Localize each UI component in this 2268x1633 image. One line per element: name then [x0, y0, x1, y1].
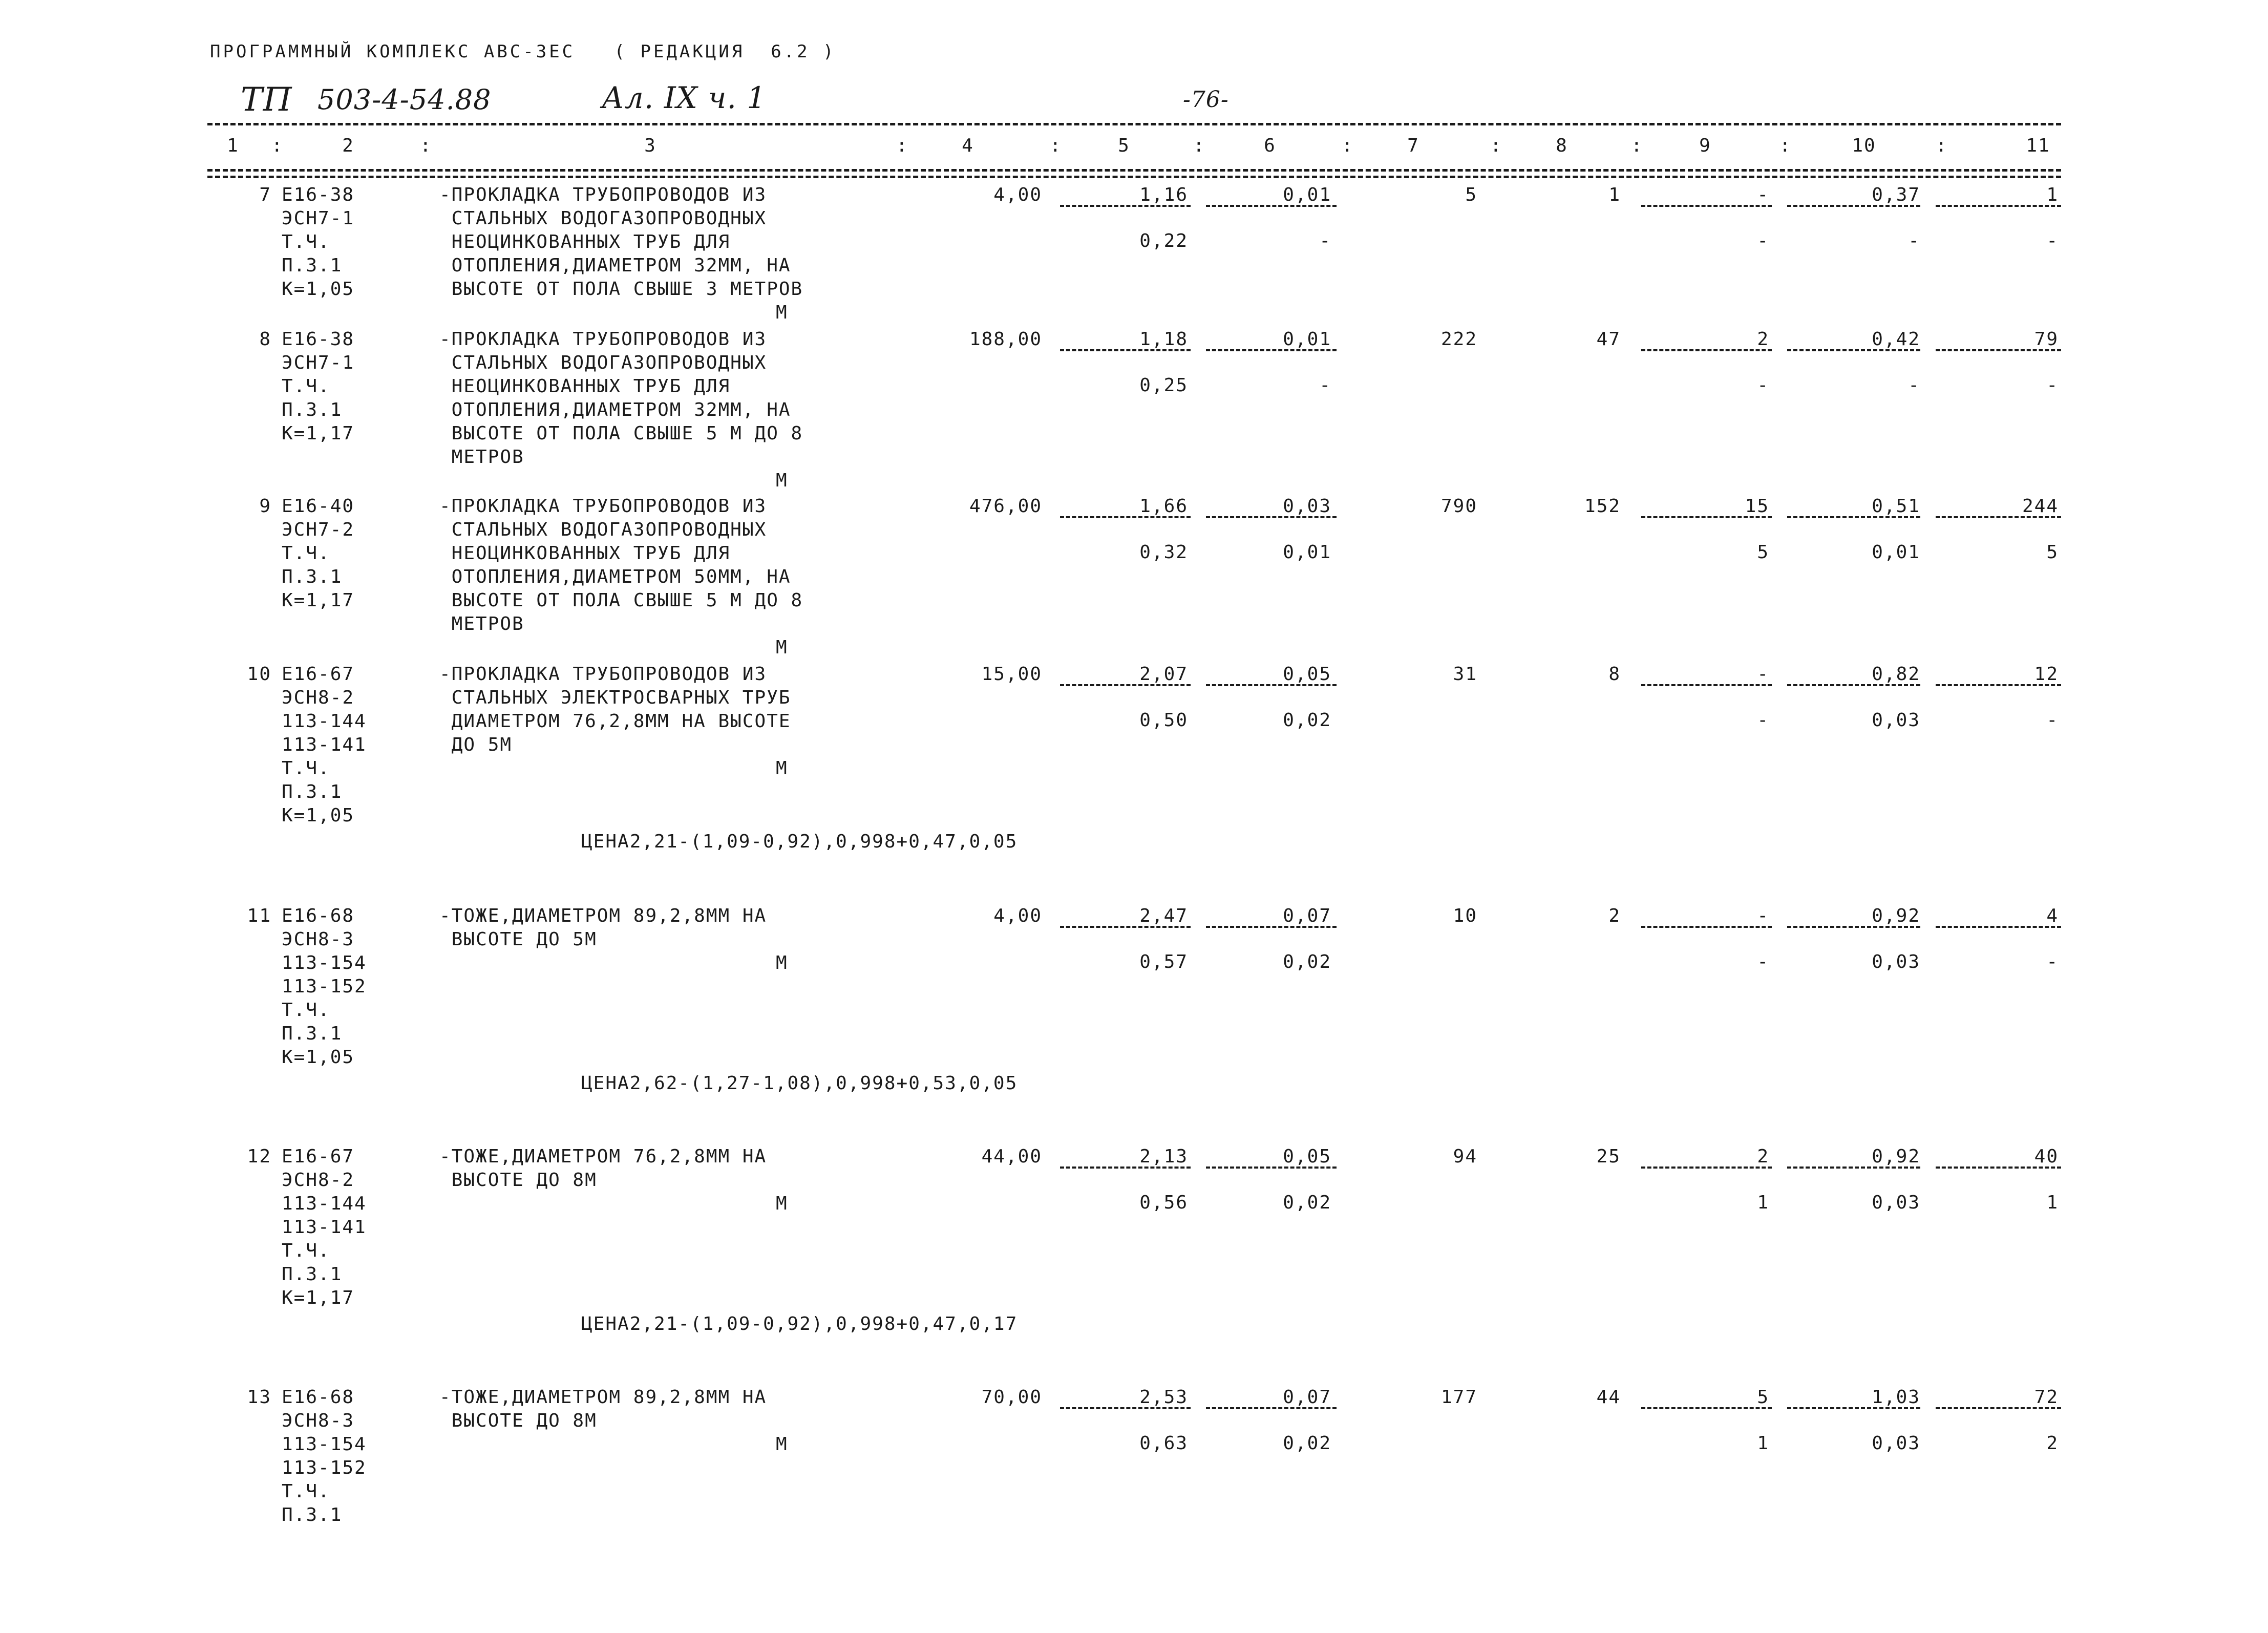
total-cost-value: 94 — [1453, 1146, 1477, 1167]
column-number-3: 3 — [644, 135, 656, 156]
work-description-line: -ПРОКЛАДКА ТРУБОПРОВОДОВ ИЗ — [439, 329, 767, 350]
column-separator: : — [1050, 135, 1062, 156]
labor-machine-value: 0,03 — [1872, 1192, 1920, 1213]
work-description-line: ВЫСОТЕ ОТ ПОЛА СВЫШЕ 3 МЕТРОВ — [439, 279, 803, 300]
unit-of-measure: М — [776, 1434, 788, 1455]
rate-code-line: Т.Ч. — [282, 1000, 330, 1021]
unit-cost-wage-value: 0,56 — [1139, 1192, 1188, 1213]
work-description-line: НЕОЦИНКОВАННЫХ ТРУБ ДЛЯ — [439, 231, 731, 252]
wage-cost-value: 25 — [1596, 1146, 1621, 1167]
rate-code-line: 113-141 — [282, 1217, 367, 1238]
column-separator: : — [1936, 135, 1948, 156]
work-description-line: ВЫСОТЕ ДО 5М — [439, 929, 597, 950]
labor-unit-value: 0,37 — [1872, 184, 1920, 205]
unit-cost-wage-value: 0,57 — [1139, 951, 1188, 972]
machine-cost-value: 0,01 — [1283, 184, 1331, 205]
wage-cost-value: 152 — [1584, 496, 1621, 517]
unit-cost-wage-value: 0,25 — [1139, 375, 1188, 396]
column-number-4: 4 — [962, 135, 974, 156]
row-number: 9 — [259, 496, 271, 517]
work-description-line: НЕОЦИНКОВАННЫХ ТРУБ ДЛЯ — [439, 376, 731, 397]
rate-code-line: Т.Ч. — [282, 376, 330, 397]
labor-unit-value: 0,82 — [1872, 664, 1920, 685]
column-separator: : — [1490, 135, 1502, 156]
program-header: ПРОГРАММНЫЙ КОМПЛЕКС АВС-3ЕС ( РЕДАКЦИЯ 6.2 ) — [210, 41, 836, 62]
value-divider — [1787, 205, 1920, 207]
work-description-line: СТАЛЬНЫХ ВОДОГАЗОПРОВОДНЫХ — [439, 208, 767, 229]
operation-wage-value: 1 — [1757, 1192, 1769, 1213]
labor-machine-value: 0,03 — [1872, 951, 1920, 972]
value-divider — [1641, 205, 1772, 207]
rate-code-line: ЭСН8-2 — [282, 1170, 355, 1191]
unit-cost-value: 2,13 — [1139, 1146, 1188, 1167]
unit-cost-wage-value: 0,63 — [1139, 1433, 1188, 1454]
work-description-line: ВЫСОТЕ ОТ ПОЛА СВЫШЕ 5 М ДО 8 — [439, 590, 803, 611]
machine-cost-value: 0,01 — [1283, 329, 1331, 350]
work-description-line: ОТОПЛЕНИЯ,ДИАМЕТРОМ 32ММ, НА — [439, 399, 791, 420]
labor-machine-total-value: - — [2046, 230, 2059, 251]
work-description-line: -ТОЖЕ,ДИАМЕТРОМ 76,2,8ММ НА — [439, 1146, 767, 1167]
rate-code-line: 113-152 — [282, 976, 367, 997]
labor-unit-value: 0,92 — [1872, 905, 1920, 926]
column-separator: : — [271, 135, 284, 156]
column-separator: : — [1193, 135, 1205, 156]
rate-code-line: ЭСН8-3 — [282, 1410, 355, 1431]
machine-wage-value: 0,02 — [1283, 1433, 1331, 1454]
unit-of-measure: М — [776, 637, 788, 658]
quantity-value: 4,00 — [993, 184, 1042, 205]
doc-code-prefix: ТП — [241, 81, 292, 119]
rate-code-line: ЭСН7-2 — [282, 519, 355, 540]
column-separator: : — [1631, 135, 1643, 156]
value-divider — [1787, 1167, 1920, 1169]
labor-machine-value: - — [1908, 230, 1920, 251]
value-divider — [1787, 349, 1920, 351]
row-number: 13 — [247, 1387, 271, 1408]
rate-code-line: ЭСН7-1 — [282, 352, 355, 373]
rate-code-line: Е16-68 — [282, 1387, 355, 1408]
column-number-11: 11 — [2026, 135, 2050, 156]
unit-of-measure: М — [776, 952, 788, 973]
rate-code-line: К=1,17 — [282, 590, 355, 611]
operation-cost-value: 2 — [1757, 329, 1769, 350]
labor-unit-value: 1,03 — [1872, 1387, 1920, 1408]
value-divider — [1787, 1407, 1920, 1409]
operation-wage-value: - — [1757, 710, 1769, 731]
work-description-line: -ПРОКЛАДКА ТРУБОПРОВОДОВ ИЗ — [439, 496, 767, 517]
rate-code-line: П.3.1 — [282, 1023, 343, 1044]
value-divider — [1060, 1407, 1191, 1409]
labor-machine-value: - — [1908, 375, 1920, 396]
unit-cost-value: 1,16 — [1139, 184, 1188, 205]
row-number: 10 — [247, 664, 271, 685]
value-divider — [1206, 1407, 1337, 1409]
total-cost-value: 31 — [1453, 664, 1477, 685]
value-divider — [1641, 516, 1772, 518]
rate-code-line: 113-141 — [282, 734, 367, 755]
wage-cost-value: 2 — [1608, 905, 1621, 926]
work-description-line: МЕТРОВ — [439, 447, 524, 468]
labor-unit-value: 0,51 — [1872, 496, 1920, 517]
rate-code-line: К=1,05 — [282, 279, 355, 300]
rate-code-line: ЭСН8-3 — [282, 929, 355, 950]
unit-cost-wage-value: 0,50 — [1139, 710, 1188, 731]
machine-cost-value: 0,05 — [1283, 1146, 1331, 1167]
quantity-value: 44,00 — [981, 1146, 1042, 1167]
rate-code-line: 113-152 — [282, 1457, 367, 1478]
unit-cost-value: 2,47 — [1139, 905, 1188, 926]
total-cost-value: 790 — [1440, 496, 1477, 517]
work-description-line: -ТОЖЕ,ДИАМЕТРОМ 89,2,8ММ НА — [439, 1387, 767, 1408]
wage-cost-value: 8 — [1608, 664, 1621, 685]
total-cost-value: 10 — [1453, 905, 1477, 926]
labor-machine-total-value: 2 — [2046, 1433, 2059, 1454]
operation-cost-value: - — [1757, 664, 1769, 685]
column-number-5: 5 — [1118, 135, 1130, 156]
quantity-value: 476,00 — [969, 496, 1042, 517]
operation-wage-value: - — [1757, 230, 1769, 251]
column-number-2: 2 — [342, 135, 354, 156]
labor-machine-total-value: 1 — [2046, 1192, 2059, 1213]
rate-code-line: Т.Ч. — [282, 1481, 330, 1502]
rate-code-line: 113-154 — [282, 1434, 367, 1455]
rate-code-line: ЭСН8-2 — [282, 687, 355, 708]
rate-code-line: Е16-68 — [282, 905, 355, 926]
rate-code-line: К=1,05 — [282, 1047, 355, 1068]
price-formula: ЦЕНА2,21-(1,09-0,92),0,998+0,47,0,05 — [581, 831, 1018, 852]
value-divider — [1936, 684, 2061, 686]
work-description-line: -ТОЖЕ,ДИАМЕТРОМ 89,2,8ММ НА — [439, 905, 767, 926]
labor-total-value: 12 — [2034, 664, 2059, 685]
value-divider — [1641, 926, 1772, 928]
header-divider — [207, 169, 2061, 172]
machine-cost-value: 0,03 — [1283, 496, 1331, 517]
unit-cost-value: 1,66 — [1139, 496, 1188, 517]
operation-cost-value: - — [1757, 184, 1769, 205]
labor-machine-value: 0,03 — [1872, 1433, 1920, 1454]
labor-unit-value: 0,92 — [1872, 1146, 1920, 1167]
unit-of-measure: М — [776, 758, 788, 779]
value-divider — [1787, 684, 1920, 686]
total-cost-value: 177 — [1440, 1387, 1477, 1408]
rate-code-line: 113-154 — [282, 952, 367, 973]
quantity-value: 70,00 — [981, 1387, 1042, 1408]
work-description-line: ДИАМЕТРОМ 76,2,8ММ НА ВЫСОТЕ — [439, 711, 791, 732]
value-divider — [1206, 516, 1337, 518]
value-divider — [1936, 349, 2061, 351]
value-divider — [1206, 205, 1337, 207]
work-description-line: ВЫСОТЕ ДО 8М — [439, 1170, 597, 1191]
rate-code-line: 113-144 — [282, 711, 367, 732]
machine-cost-value: 0,05 — [1283, 664, 1331, 685]
work-description-line: НЕОЦИНКОВАННЫХ ТРУБ ДЛЯ — [439, 543, 731, 564]
column-number-6: 6 — [1264, 135, 1276, 156]
rate-code-line: Е16-38 — [282, 329, 355, 350]
column-separator: : — [1342, 135, 1354, 156]
value-divider — [1060, 516, 1191, 518]
value-divider — [1641, 684, 1772, 686]
rate-code-line: Е16-40 — [282, 496, 355, 517]
rate-code-line: П.3.1 — [282, 1504, 343, 1525]
rate-code-line: ЭСН7-1 — [282, 208, 355, 229]
operation-wage-value: - — [1757, 375, 1769, 396]
labor-total-value: 1 — [2046, 184, 2059, 205]
labor-machine-total-value: 5 — [2046, 542, 2059, 563]
machine-wage-value: 0,02 — [1283, 951, 1331, 972]
value-divider — [1936, 205, 2061, 207]
work-description-line: ДО 5М — [439, 734, 513, 755]
wage-cost-value: 47 — [1596, 329, 1621, 350]
row-number: 11 — [247, 905, 271, 926]
doc-code: 503-4-54.88 — [317, 83, 492, 116]
rate-code-line: П.3.1 — [282, 399, 343, 420]
labor-machine-value: 0,01 — [1872, 542, 1920, 563]
machine-cost-value: 0,07 — [1283, 1387, 1331, 1408]
machine-wage-value: - — [1319, 375, 1331, 396]
value-divider — [1787, 926, 1920, 928]
rate-code-line: Т.Ч. — [282, 231, 330, 252]
total-cost-value: 222 — [1440, 329, 1477, 350]
operation-wage-value: 5 — [1757, 542, 1769, 563]
value-divider — [1641, 1407, 1772, 1409]
page-number: -76- — [1183, 87, 1229, 113]
operation-wage-value: 1 — [1757, 1433, 1769, 1454]
rate-code-line: Т.Ч. — [282, 543, 330, 564]
rate-code-line: К=1,05 — [282, 805, 355, 826]
column-number-7: 7 — [1407, 135, 1419, 156]
row-number: 8 — [259, 329, 271, 350]
work-description-line: МЕТРОВ — [439, 613, 524, 634]
unit-of-measure: М — [776, 302, 788, 323]
rate-code-line: П.3.1 — [282, 1264, 343, 1285]
quantity-value: 15,00 — [981, 664, 1042, 685]
value-divider — [1060, 684, 1191, 686]
unit-cost-wage-value: 0,32 — [1139, 542, 1188, 563]
labor-total-value: 4 — [2046, 905, 2059, 926]
work-description-line: СТАЛЬНЫХ ВОДОГАЗОПРОВОДНЫХ — [439, 519, 767, 540]
value-divider — [1936, 516, 2061, 518]
rate-code-line: К=1,17 — [282, 423, 355, 444]
price-formula: ЦЕНА2,62-(1,27-1,08),0,998+0,53,0,05 — [581, 1073, 1018, 1094]
operation-cost-value: 15 — [1745, 496, 1769, 517]
value-divider — [1206, 1167, 1337, 1169]
work-description-line: -ПРОКЛАДКА ТРУБОПРОВОДОВ ИЗ — [439, 184, 767, 205]
value-divider — [1206, 926, 1337, 928]
header-divider-2 — [207, 176, 2061, 178]
labor-machine-total-value: - — [2046, 951, 2059, 972]
rate-code-line: Е16-67 — [282, 1146, 355, 1167]
column-number-9: 9 — [1699, 135, 1711, 156]
price-formula: ЦЕНА2,21-(1,09-0,92),0,998+0,47,0,17 — [581, 1313, 1018, 1334]
rate-code-line: П.3.1 — [282, 781, 343, 802]
value-divider — [1060, 349, 1191, 351]
work-description-line: -ПРОКЛАДКА ТРУБОПРОВОДОВ ИЗ — [439, 664, 767, 685]
rate-code-line: Т.Ч. — [282, 1240, 330, 1261]
work-description-line: ОТОПЛЕНИЯ,ДИАМЕТРОМ 32ММ, НА — [439, 255, 791, 276]
unit-of-measure: М — [776, 470, 788, 491]
operation-wage-value: - — [1757, 951, 1769, 972]
column-number-10: 10 — [1852, 135, 1876, 156]
row-number: 7 — [259, 184, 271, 205]
value-divider — [1060, 926, 1191, 928]
machine-wage-value: - — [1319, 230, 1331, 251]
total-cost-value: 5 — [1465, 184, 1477, 205]
column-number-1: 1 — [227, 135, 239, 156]
value-divider — [1060, 205, 1191, 207]
unit-cost-wage-value: 0,22 — [1139, 230, 1188, 251]
value-divider — [1936, 926, 2061, 928]
labor-machine-value: 0,03 — [1872, 710, 1920, 731]
rate-code-line: П.3.1 — [282, 255, 343, 276]
work-description-line: ОТОПЛЕНИЯ,ДИАМЕТРОМ 50ММ, НА — [439, 566, 791, 587]
column-number-8: 8 — [1556, 135, 1568, 156]
quantity-value: 188,00 — [969, 329, 1042, 350]
value-divider — [1641, 349, 1772, 351]
value-divider — [1787, 516, 1920, 518]
value-divider — [1936, 1407, 2061, 1409]
machine-wage-value: 0,01 — [1283, 542, 1331, 563]
sheet-reference: Ал. IX ч. 1 — [602, 80, 767, 115]
value-divider — [1060, 1167, 1191, 1169]
unit-cost-value: 1,18 — [1139, 329, 1188, 350]
unit-cost-value: 2,53 — [1139, 1387, 1188, 1408]
value-divider — [1206, 684, 1337, 686]
work-description-line: ВЫСОТЕ ДО 8М — [439, 1410, 597, 1431]
work-description-line: СТАЛЬНЫХ ЭЛЕКТРОСВАРНЫХ ТРУБ — [439, 687, 791, 708]
rate-code-line: Е16-67 — [282, 664, 355, 685]
machine-wage-value: 0,02 — [1283, 1192, 1331, 1213]
operation-cost-value: 5 — [1757, 1387, 1769, 1408]
labor-unit-value: 0,42 — [1872, 329, 1920, 350]
rate-code-line: 113-144 — [282, 1193, 367, 1214]
work-description-line: ВЫСОТЕ ОТ ПОЛА СВЫШЕ 5 М ДО 8 — [439, 423, 803, 444]
operation-cost-value: - — [1757, 905, 1769, 926]
rate-code-line: Е16-38 — [282, 184, 355, 205]
wage-cost-value: 44 — [1596, 1387, 1621, 1408]
rate-code-line: К=1,17 — [282, 1287, 355, 1308]
row-number: 12 — [247, 1146, 271, 1167]
wage-cost-value: 1 — [1608, 184, 1621, 205]
labor-total-value: 244 — [2022, 496, 2059, 517]
column-separator: : — [420, 135, 432, 156]
machine-cost-value: 0,07 — [1283, 905, 1331, 926]
unit-cost-value: 2,07 — [1139, 664, 1188, 685]
top-border — [207, 123, 2061, 125]
value-divider — [1641, 1167, 1772, 1169]
column-separator: : — [1779, 135, 1792, 156]
quantity-value: 4,00 — [993, 905, 1042, 926]
labor-total-value: 40 — [2034, 1146, 2059, 1167]
rate-code-line: Т.Ч. — [282, 758, 330, 779]
column-separator: : — [896, 135, 908, 156]
value-divider — [1206, 349, 1337, 351]
work-description-line: СТАЛЬНЫХ ВОДОГАЗОПРОВОДНЫХ — [439, 352, 767, 373]
labor-machine-total-value: - — [2046, 710, 2059, 731]
labor-total-value: 79 — [2034, 329, 2059, 350]
labor-total-value: 72 — [2034, 1387, 2059, 1408]
unit-of-measure: М — [776, 1193, 788, 1214]
rate-code-line: П.3.1 — [282, 566, 343, 587]
labor-machine-total-value: - — [2046, 375, 2059, 396]
operation-cost-value: 2 — [1757, 1146, 1769, 1167]
machine-wage-value: 0,02 — [1283, 710, 1331, 731]
value-divider — [1936, 1167, 2061, 1169]
